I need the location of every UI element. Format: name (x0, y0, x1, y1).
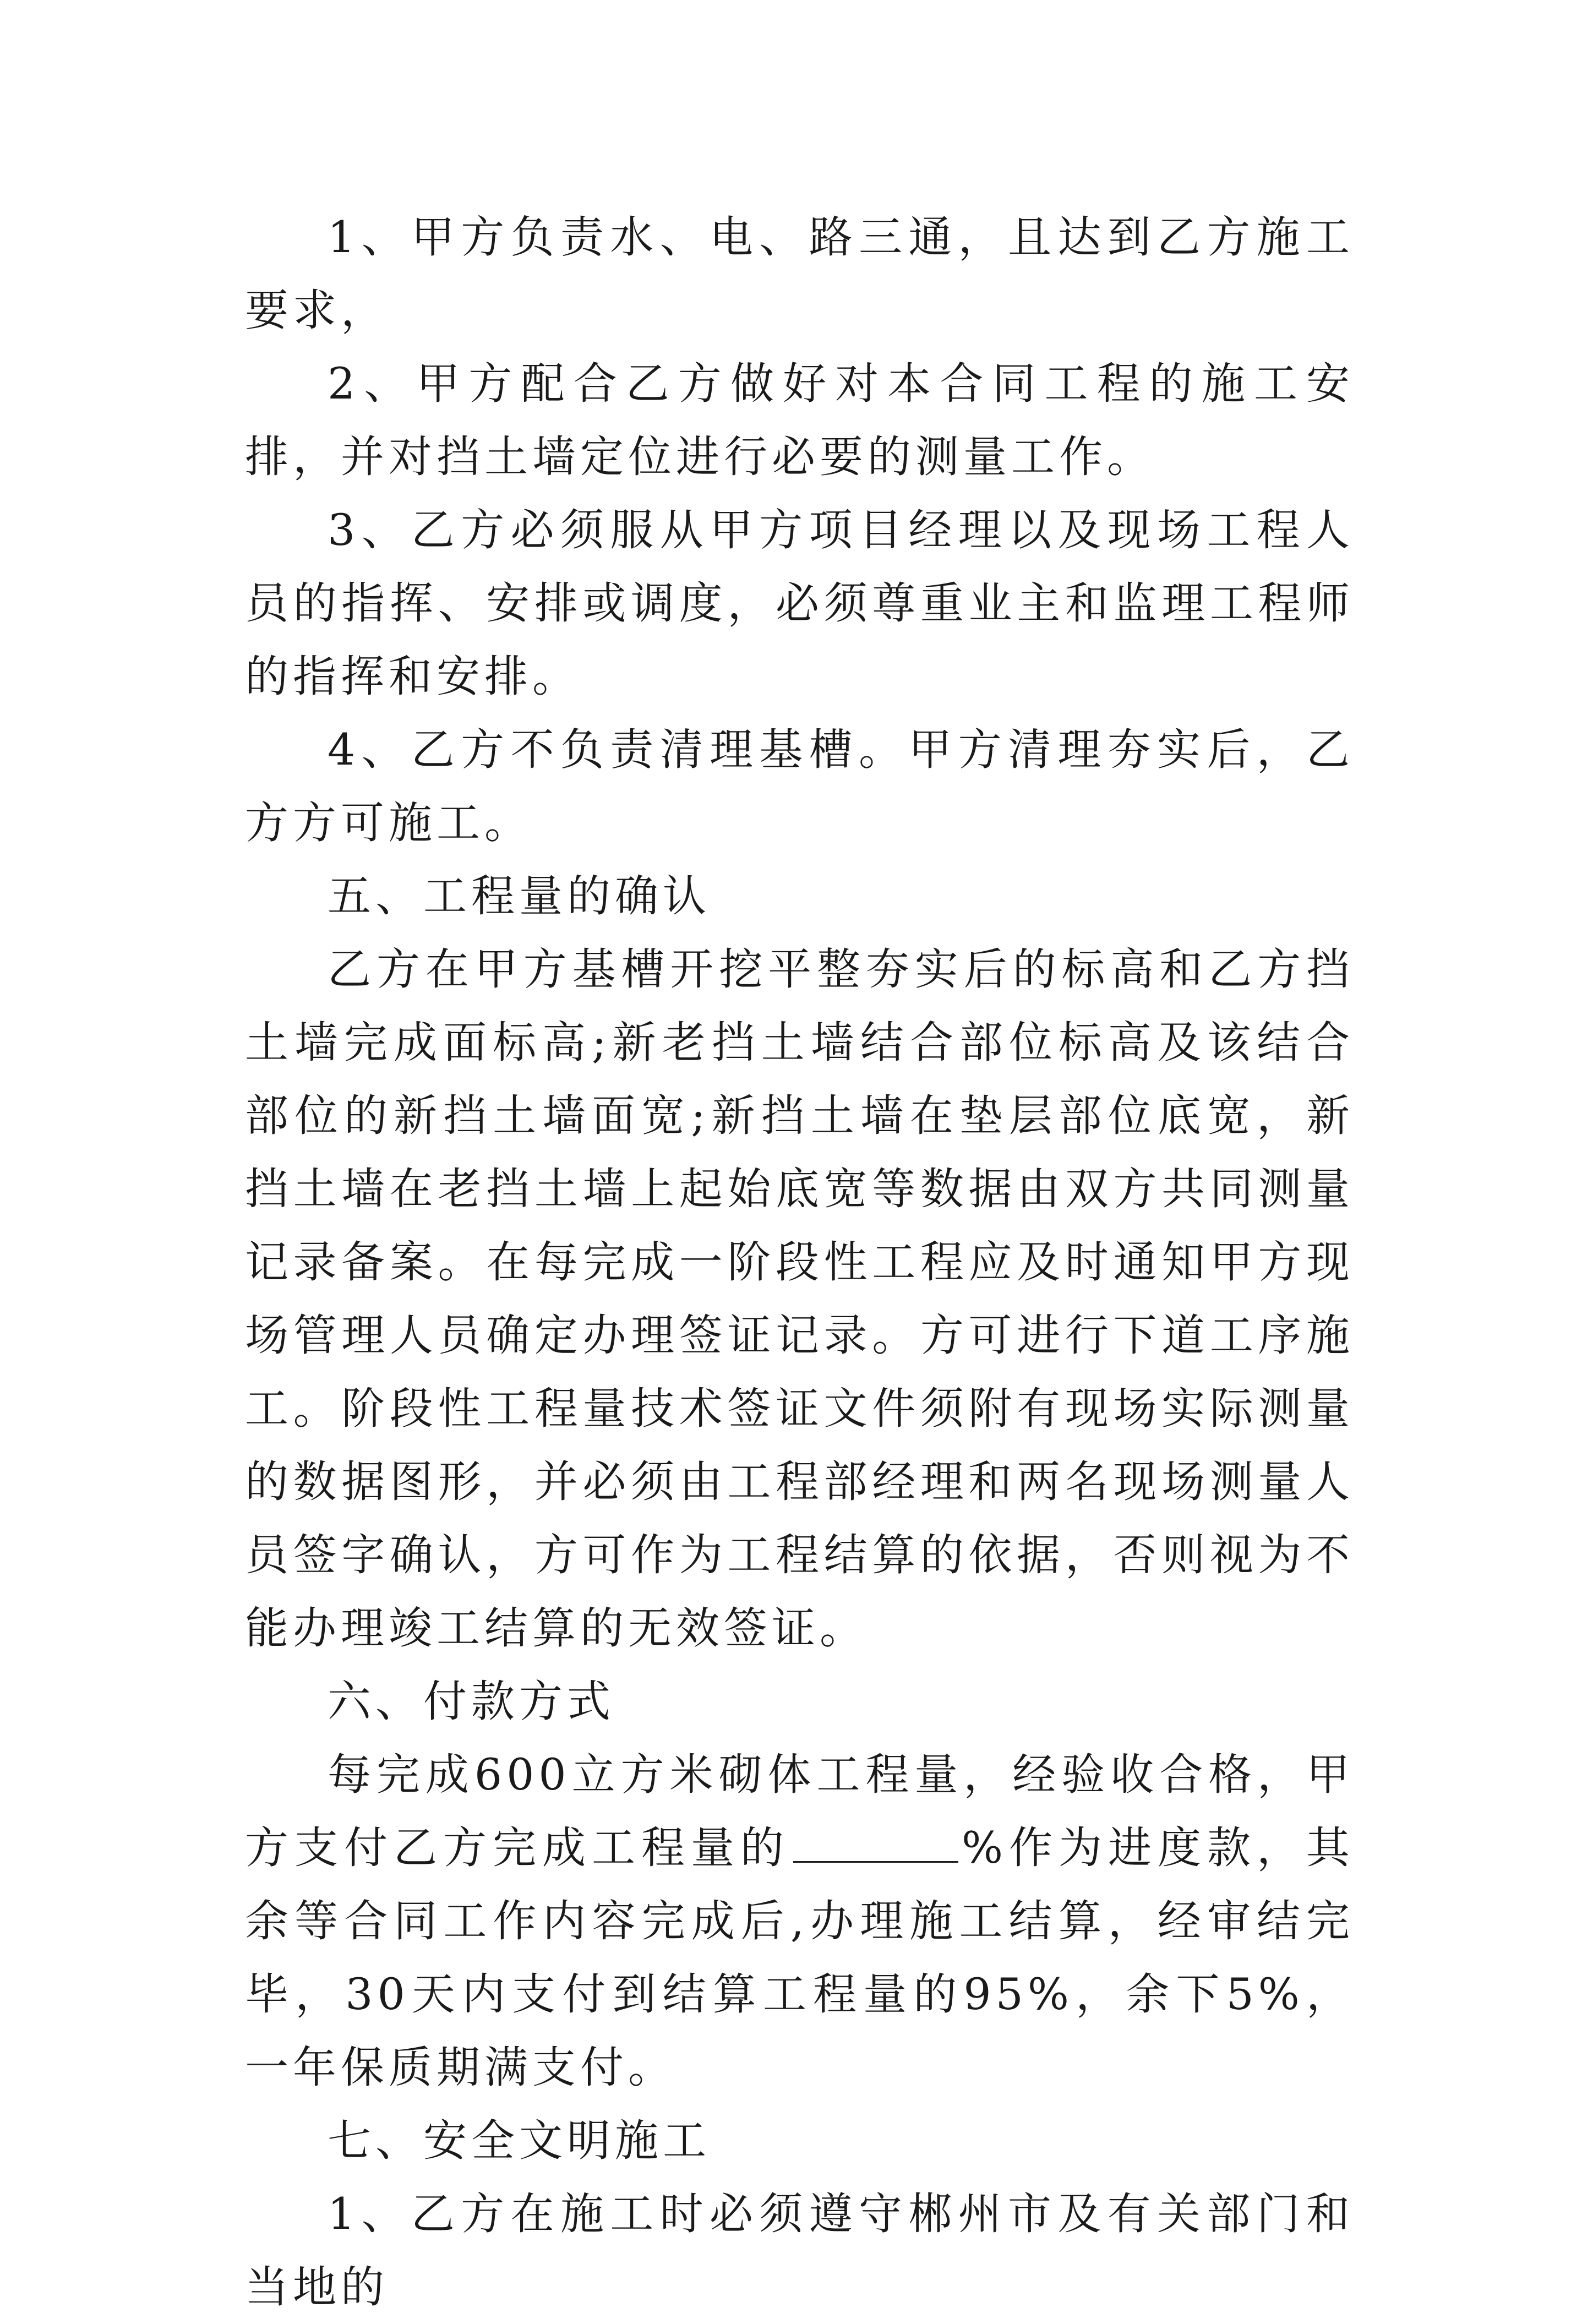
clause-4-2: 2、甲方配合乙方做好对本合同工程的施工安排，并对挡土墙定位进行必要的测量工作。 (245, 358, 1354, 482)
section-5-body: 乙方在甲方基槽开挖平整夯实后的标高和乙方挡土墙完成面标高;新老挡土墙结合部位标高及该结合部位的新挡土墙面宽;新挡土墙在垫层部位底宽，新挡土墙在老挡土墙上起始底宽等数据由双方共同测量记录备案。在每完成一阶段性工程应及时通知甲方现场管理人员确定办理签证记录。方可进行下道工序施工。阶段性工程量技术签证文件须附有现场实际测量的数据图形，并必须由工程部经理和两名现场测量人员签字确认，方可作为工程结算的依据，否则视为不能办理竣工结算的无效签证。 (245, 944, 1354, 1654)
payment-text-before: 每完成600立方米砌体工程量，经验收合格，甲方支付乙方完成工程量的 (245, 1749, 1354, 1873)
section-6-body (245, 1738, 1354, 2104)
percentage-blank-line (793, 1823, 958, 1863)
clause-4-1: 1、甲方负责水、电、路三通，且达到乙方施工要求， (245, 212, 1354, 336)
section-heading-6: 六、付款方式 (328, 1676, 615, 1727)
payment-text-after: %作为进度款，其余等合同工作内容完成后,办理施工结算，经审结完毕，30天内支付到结算工程量的95%，余下5%，一年保质期满支付。 (245, 1823, 1354, 2093)
section-heading-7: 七、安全文明施工 (328, 2115, 711, 2166)
section-heading-5: 五、工程量的确认 (328, 871, 711, 921)
clause-4-4: 4、乙方不负责清理基槽。甲方清理夯实后，乙方方可施工。 (245, 724, 1354, 848)
document-body (245, 201, 1354, 2324)
clause-4-3: 3、乙方必须服从甲方项目经理以及现场工程人员的指挥、安排或调度，必须尊重业主和监理工程师的指挥和安排。 (245, 505, 1354, 702)
clause-7-1: 1、乙方在施工时必须遵守郴州市及有关部门和当地的 (245, 2189, 1354, 2312)
